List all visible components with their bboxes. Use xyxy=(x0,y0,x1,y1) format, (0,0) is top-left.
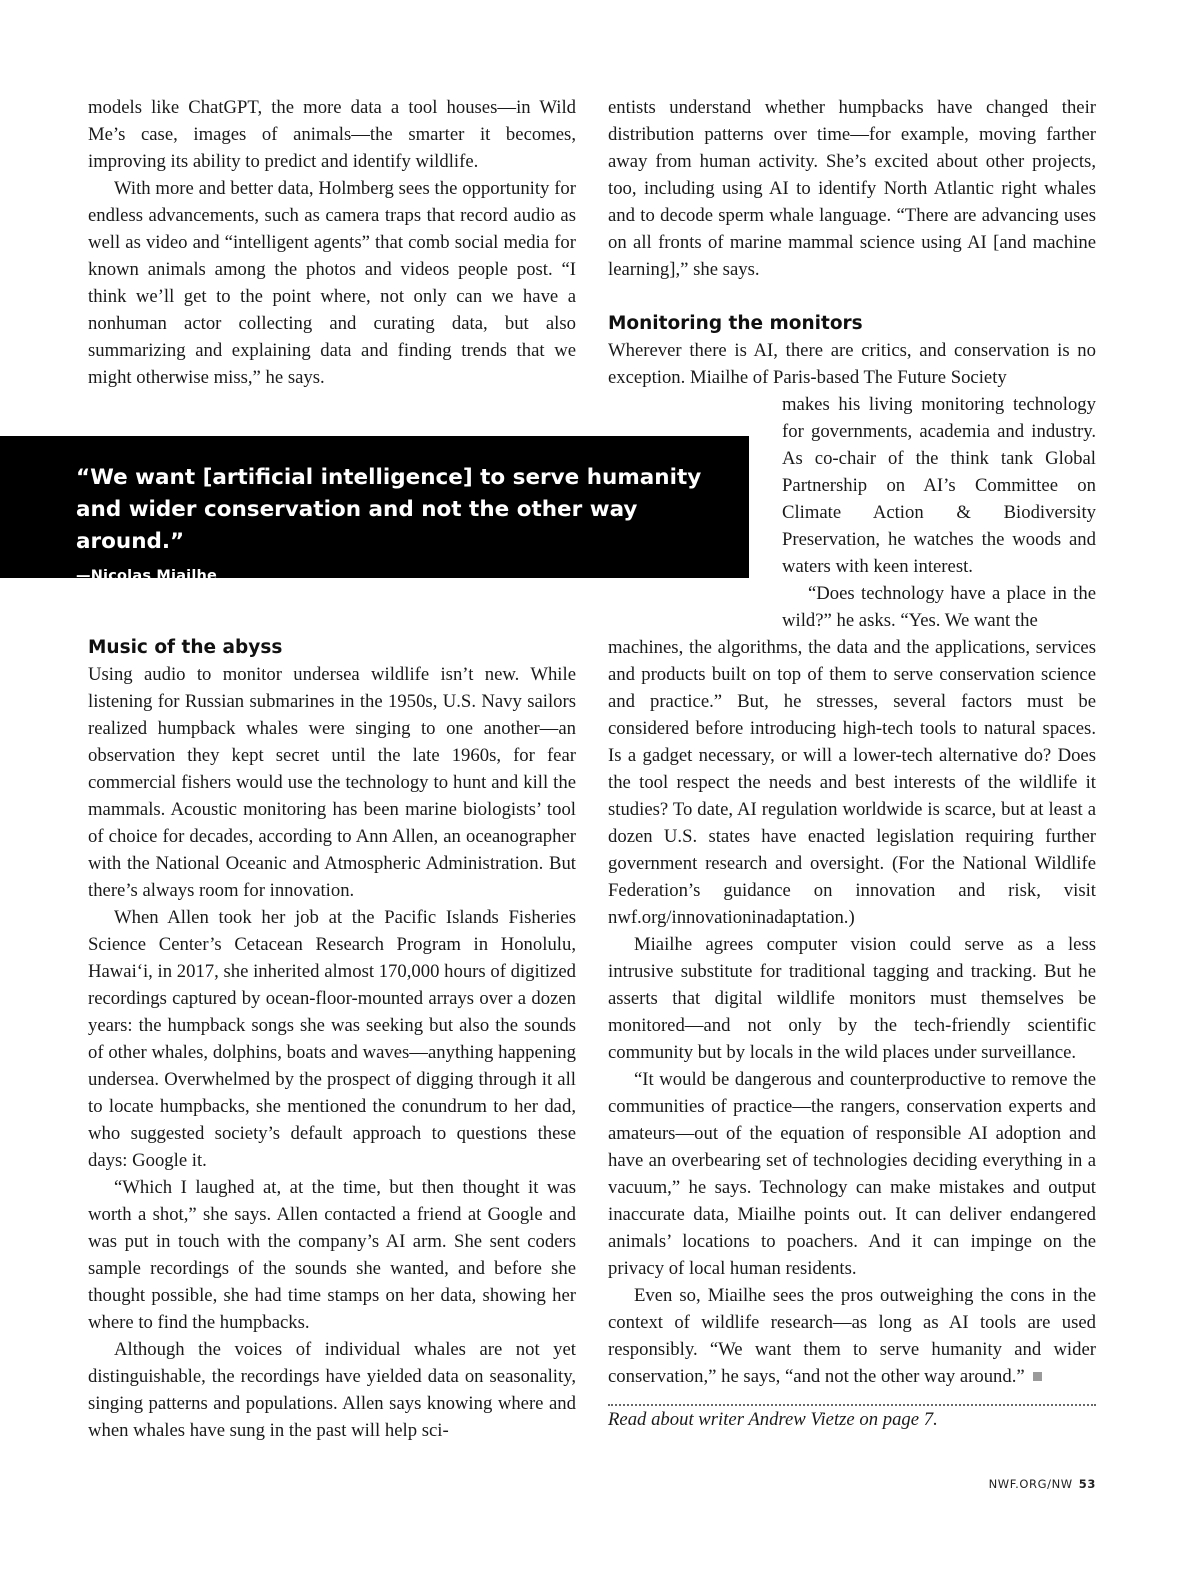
body-paragraph-final xyxy=(608,1282,1096,1390)
body-paragraph: With more and better data, Holmberg sees the opportunity for endless advancements, such as camera traps that record audio as well as video and “intelligent agents” that comb social media for known animals among the photos and videos people post. “I think we’ll get to the point where, not only can we have a nonhuman actor collecting and curating data, but also summarizing and explaining data and finding trends that we might otherwise miss,” he says. xyxy=(88,178,576,388)
page-footer xyxy=(989,1477,1096,1491)
final-paragraph-text: Even so, Miailhe sees the pros outweighing the cons in the context of wildlife research—as long as AI tools are used responsibly. “We want them to serve humanity and wider conservation,” he says, “and not the other way around.” xyxy=(608,1285,1096,1387)
body-paragraph: “It would be dangerous and counterproductive to remove the communities of practice—the rangers, conservation experts and amateurs—out of the equation of responsible AI adoption and have an overbearing set of technologies deciding everything in a vacuum,” he says. Technology can make mistakes and output inaccurate data, Miailhe points out. It can deliver endangered animals’ locations to poachers. And it can impinge on the privacy of local human residents. xyxy=(608,1069,1096,1279)
author-credit: Read about writer Andrew Vietze on page 7. xyxy=(608,1409,938,1430)
body-paragraph: “Which I laughed at, at the time, but then thought it was worth a shot,” she says. Allen contacted a friend at Google and was put in touch with the company’s AI arm. She sent coders sample recordings of the sounds she wanted, and before she thought possible, she had time stamps on her data, showing her where to find the humpbacks. xyxy=(88,1177,576,1333)
body-paragraph: makes his living monitoring technology for governments, academia and industry. As co-chair of the think tank Global Partnership on AI’s Committee on Climate Action & Biodiversity Preservation, he watches the woods and waters with keen interest. xyxy=(782,394,1096,577)
section-heading-monitoring-the-monitors: Monitoring the monitors xyxy=(608,313,863,334)
left-column-bottom xyxy=(88,634,576,1444)
left-column-top xyxy=(88,94,576,391)
wrapped-text-block xyxy=(782,391,1096,634)
body-paragraph: Although the voices of individual whales are not yet distinguishable, the recordings have yielded data on seasonality, singing patterns and populations. Allen says knowing where and when whales have sung in the past will help sci- xyxy=(88,1339,576,1441)
pull-quote-text: “We want [artificial intelligence] to serve humanity and wider conservation and not the other way around.” xyxy=(76,465,702,554)
right-column xyxy=(608,94,1096,1433)
end-mark-icon xyxy=(1033,1372,1042,1381)
footer-site: NWF.ORG/NW xyxy=(988,1477,1073,1491)
page-number: 53 xyxy=(1078,1477,1096,1491)
body-paragraph: Miailhe agrees computer vision could serve as a less intrusive substitute for traditional tagging and tracking. But he asserts that digital wildlife monitors must themselves be monitored—and not only by the tech-friendly scientific community but by locals in the wild places under surveillance. xyxy=(608,934,1096,1063)
body-paragraph: When Allen took her job at the Pacific Islands Fisheries Science Center’s Cetacean Research Program in Honolulu, Hawai‘i, in 2017, she inherited almost 170,000 hours of digitized recordings captured by ocean-floor-mounted arrays over a dozen years: the humpback songs she was seeking but also the sounds of other whales, dolphins, boats and waves—anything happening undersea. Overwhelmed by the prospect of digging through it all to locate humpbacks, she mentioned the conundrum to her dad, who suggested society’s default approach to questions these days: Google it. xyxy=(88,907,576,1171)
body-paragraph: models like ChatGPT, the more data a tool houses—in Wild Me’s case, images of animals—the smarter it becomes, improving its ability to predict and identify wildlife. xyxy=(88,97,576,172)
body-paragraph: “Does technology have a place in the wild?” he asks. “Yes. We want the xyxy=(782,583,1096,631)
body-paragraph: entists understand whether humpbacks have changed their distribution patterns over time—for example, moving farther away from human activity. She’s excited about other projects, too, including using AI to identify North Atlantic right whales and to decode sperm whale language. “There are advancing uses on all fronts of marine mammal science using AI [and machine learning],” she says. xyxy=(608,97,1096,280)
section-heading-music-of-the-abyss: Music of the abyss xyxy=(88,637,283,658)
body-paragraph: Wherever there is AI, there are critics, and conservation is no exception. Miailhe of Paris-based The Future Society xyxy=(608,340,1096,388)
body-paragraph: Using audio to monitor undersea wildlife isn’t new. While listening for Russian submarines in the 1950s, U.S. Navy sailors realized humpback whales were singing to one another—an observation they kept secret until the late 1960s, for fear commercial fishers would use the technology to hunt and kill the mammals. Acoustic monitoring has been marine biologists’ tool of choice for decades, according to Ann Allen, an oceanographer with the National Oceanic and Atmospheric Administration. But there’s always room for innovation. xyxy=(88,664,576,901)
body-paragraph: machines, the algorithms, the data and the applications, services and products built on top of them to serve conservation science and practice.” But, he stresses, several factors must be considered before introducing high-tech tools to natural spaces. Is a gadget necessary, or will a lower-tech alternative do? Does the tool respect the needs and best interests of the wildlife it studies? To date, AI regulation worldwide is scarce, but at least a dozen U.S. states have enacted legislation requiring further government research and oversight. (For the National Wildlife Federation’s guidance on innovation and risk, visit nwf.org/innovationinadaptation.) xyxy=(608,637,1096,928)
pull-quote-attribution: —Nicolas Miailhe xyxy=(76,568,218,584)
